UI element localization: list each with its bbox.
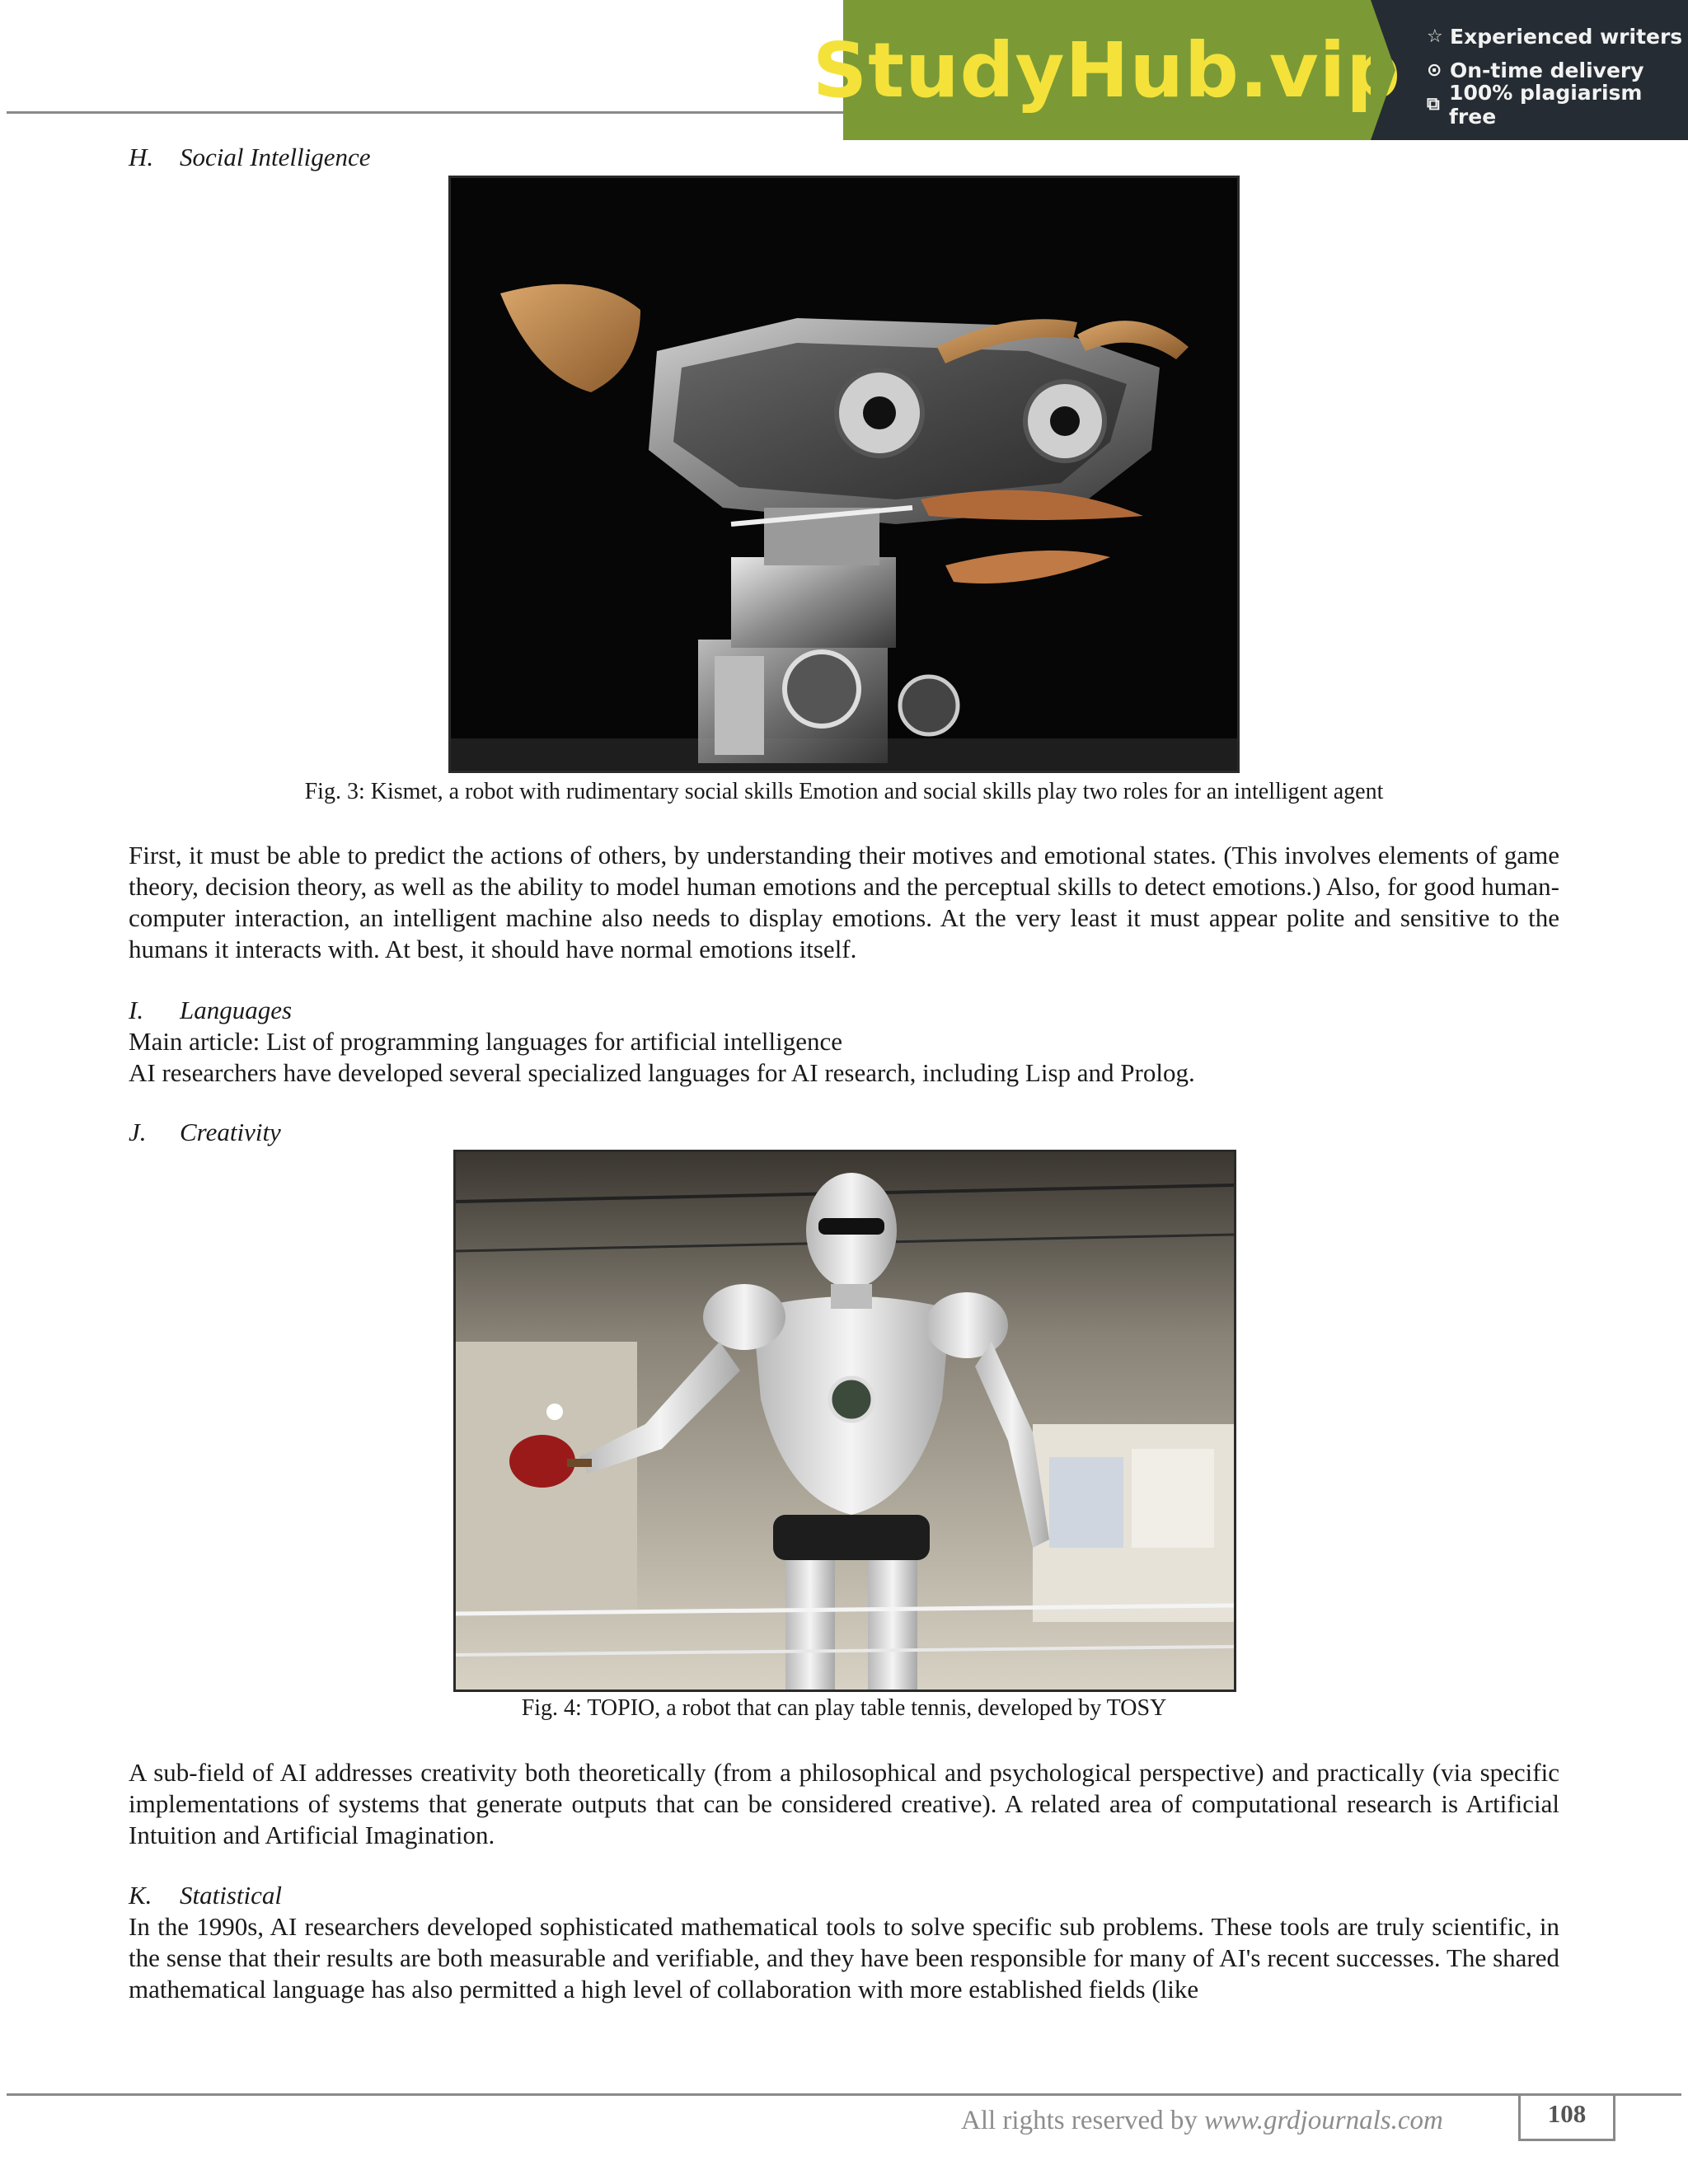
- page-number: 108: [1547, 2099, 1587, 2128]
- languages-body-line: AI researchers have developed several specialized languages for AI research, including Lisp and Prolog.: [129, 1058, 1195, 1087]
- banner-feature-text: Experienced writers: [1450, 25, 1683, 49]
- section-title: Social Intelligence: [180, 143, 371, 171]
- figure-3-caption: Fig. 3: Kismet, a robot with rudimentary social skills Emotion and social skills play two roles for an intelligent agent: [304, 779, 1384, 804]
- statistical-paragraph: In the 1990s, AI researchers developed sophisticated mathematical tools to solve specific sub problems. These tools are truly scientific, in the sense that their results are both measurable and verifiable, and they have been responsible for many of AI's recent successes. The shared mathematical language has also permitted a high level of collaboration with more established fields (like: [129, 1912, 1559, 2004]
- section-title: Statistical: [180, 1881, 282, 1910]
- studyhub-logo[interactable]: [812, 0, 1402, 140]
- section-number: I.: [129, 996, 144, 1024]
- figure-4-caption: Fig. 4: TOPIO, a robot that can play table tennis, developed by TOSY: [521, 1695, 1167, 1721]
- banner-feature-text: On-time delivery: [1450, 59, 1644, 82]
- figure-4-topio-image: [453, 1150, 1236, 1692]
- banner-feature-text: 100% plagiarism free: [1449, 80, 1643, 129]
- banner-feature: [1427, 80, 1688, 129]
- languages-main-article-line: Main article: List of programming languages for artificial intelligence: [129, 1027, 842, 1056]
- banner-feature-list: [1371, 0, 1688, 140]
- header-rule: [7, 111, 843, 114]
- social-intelligence-paragraph: First, it must be able to predict the actions of others, by understanding their motives and emotional states. (This involves elements of game theory, decision theory, as well as the ability to model human emotions and the perceptual skills to detect emotions.) Also, for good human-computer interaction, an intelligent machine also needs to display emotions. At the very least it must appear polite and sensitive to the humans it interacts with. At best, it should have normal emotions itself.: [129, 841, 1559, 963]
- section-heading-k: [129, 1880, 282, 1911]
- footer-rights-prefix: All rights reserved by: [961, 2106, 1205, 2135]
- studyhub-logo-text: StudyHub.vip: [812, 26, 1402, 115]
- banner-feature: [1427, 20, 1688, 54]
- kismet-robot-illustration: [451, 178, 1237, 771]
- section-number: J.: [129, 1118, 147, 1146]
- section-number: H.: [129, 143, 154, 171]
- studyhub-banner[interactable]: [812, 0, 1688, 140]
- section-number: K.: [129, 1881, 152, 1910]
- footer-site-link[interactable]: www.grdjournals.com: [1204, 2106, 1443, 2135]
- page-number-box: [1518, 2093, 1615, 2141]
- figure-3-kismet-image: [448, 176, 1240, 773]
- copy-icon: ⧉: [1427, 94, 1440, 115]
- footer-rights: [961, 2106, 1443, 2136]
- star-icon: ☆: [1427, 26, 1443, 47]
- section-heading-j: [129, 1117, 281, 1148]
- section-title: Languages: [180, 996, 293, 1024]
- clock-icon: ⊙: [1427, 60, 1442, 81]
- section-heading-h: [129, 142, 371, 173]
- footer-rule: [7, 2093, 1681, 2096]
- topio-robot-illustration: [456, 1152, 1234, 1690]
- section-heading-i: [129, 995, 292, 1026]
- section-title: Creativity: [180, 1118, 281, 1146]
- creativity-paragraph: A sub-field of AI addresses creativity both theoretically (from a philosophical and psychological perspective) and practically (via specific implementations of systems that generate outputs that can be considered creative). A related area of computational research is Artificial Intuition and Artificial Imagination.: [129, 1758, 1559, 1849]
